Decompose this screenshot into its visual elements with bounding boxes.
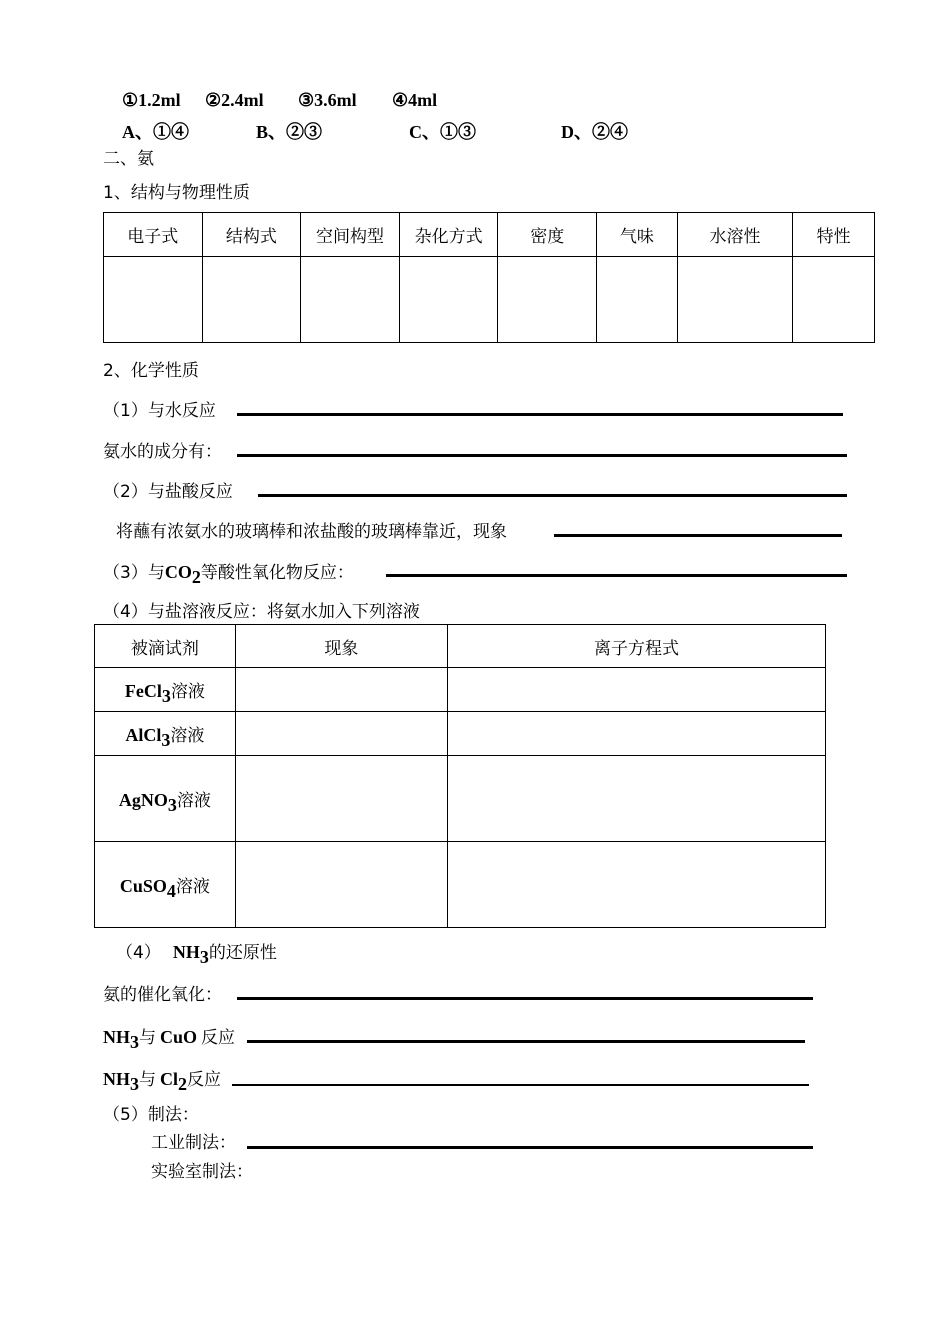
structure-cell[interactable] [104,257,203,343]
cl-sub: 2 [178,1074,187,1094]
salt-equation-cell[interactable] [448,842,826,928]
cl-formula: Cl [160,1069,178,1089]
industrial-label: 工业制法： [151,1133,236,1153]
salt-row [95,712,826,756]
salt-row [95,756,826,842]
structure-table [103,212,875,343]
salt-table [94,624,826,928]
salt-phenomenon-cell[interactable] [235,712,447,756]
option-2: ②2.4ml [205,90,264,110]
option-1: ①1.2ml [122,90,181,110]
reagent-subscript: 4 [166,881,176,901]
structure-col-0: 电子式 [104,213,203,257]
cuo-reaction-label [103,1026,236,1052]
reducing-sub: 3 [199,947,209,967]
structure-col-5: 气味 [597,213,678,257]
co2-reaction-blank[interactable] [386,574,847,577]
cuo-reaction-blank[interactable] [247,1040,805,1043]
reducing-heading [116,941,277,967]
salt-header-equation: 离子方程式 [448,625,826,668]
cl-mid: 与 [139,1070,156,1090]
salt-header-row [95,625,826,668]
structure-col-7: 特性 [793,213,875,257]
salt-equation-cell[interactable] [448,668,826,712]
structure-cell[interactable] [202,257,301,343]
hcl-reaction-label: （2）与盐酸反应 [103,482,233,502]
salt-phenomenon-cell[interactable] [235,756,447,842]
reagent-formula: CuSO [119,876,167,896]
option-3: ③3.6ml [298,90,357,110]
water-reaction-label: （1）与水反应 [103,401,216,421]
catalytic-oxidation-label: 氨的催化氧化： [103,985,222,1005]
reducing-prefix: （4） [116,943,161,963]
structure-heading: 1、结构与物理性质 [103,183,250,203]
salt-phenomenon-cell[interactable] [235,842,447,928]
structure-col-3: 杂化方式 [399,213,498,257]
ammonia-water-label: 氨水的成分有： [103,442,222,462]
salt-reagent-cell [95,756,236,842]
reagent-suffix: 溶液 [175,877,210,897]
salt-row [95,842,826,928]
structure-cell[interactable] [677,257,793,343]
reducing-nh: NH [172,942,200,962]
structure-cell[interactable] [597,257,678,343]
structure-cell[interactable] [498,257,597,343]
catalytic-oxidation-blank[interactable] [237,997,813,1000]
reagent-suffix: 溶液 [176,791,211,811]
salt-reagent-cell [95,668,236,712]
structure-cell[interactable] [793,257,875,343]
choice-d: D、②④ [561,122,628,142]
salt-equation-cell[interactable] [448,712,826,756]
salt-header-phenomenon: 现象 [235,625,447,668]
choice-a: A、①④ [122,122,189,142]
salt-reagent-cell [95,712,236,756]
salt-reaction-label: （4）与盐溶液反应：将氨水加入下列溶液 [103,602,420,622]
reagent-subscript: 3 [161,686,171,706]
reagent-subscript: 3 [161,730,171,750]
cuo-mid: 与 [139,1028,156,1048]
reagent-suffix: 溶液 [170,726,205,746]
structure-blank-row[interactable] [104,257,875,343]
water-reaction-blank[interactable] [237,413,843,416]
reagent-formula: FeCl [124,681,162,701]
cl-nh-sub: 3 [130,1074,139,1094]
salt-equation-cell[interactable] [448,756,826,842]
reagent-suffix: 溶液 [170,682,205,702]
cuo-nh: NH [103,1027,130,1047]
section-title: 二、氨 [103,149,154,169]
ammonia-water-blank[interactable] [237,454,847,457]
salt-header-reagent: 被滴试剂 [95,625,236,668]
reagent-formula: AlCl [125,725,162,745]
salt-reagent-cell [95,842,236,928]
hcl-reaction-blank[interactable] [258,494,847,497]
salt-phenomenon-cell[interactable] [235,668,447,712]
co2-suffix: 等酸性氧化物反应： [200,563,354,583]
cuo-formula: CuO [160,1027,198,1047]
cl-reaction-blank[interactable] [232,1084,809,1086]
salt-row [95,668,826,712]
cuo-nh-sub: 3 [130,1032,139,1052]
structure-col-2: 空间构型 [301,213,400,257]
chem-heading: 2、化学性质 [103,361,199,381]
rod-experiment-blank[interactable] [554,534,842,537]
choice-b: B、②③ [256,122,323,142]
reagent-subscript: 3 [167,795,177,815]
preparation-heading: （5）制法： [103,1105,199,1125]
structure-cell[interactable] [399,257,498,343]
cl-suffix: 反应 [187,1070,221,1090]
co2-formula: CO [164,562,192,582]
reagent-formula: AgNO [118,790,168,810]
cl-reaction-label [103,1068,221,1094]
rod-experiment-label: 将蘸有浓氨水的玻璃棒和浓盐酸的玻璃棒靠近，现象 [116,522,507,542]
cuo-suffix: 反应 [201,1028,236,1048]
structure-col-6: 水溶性 [677,213,793,257]
co2-prefix: （3）与 [103,563,165,583]
co2-subscript: 2 [191,567,201,587]
cl-nh: NH [103,1069,130,1089]
reducing-suffix: 的还原性 [208,943,277,963]
structure-col-1: 结构式 [202,213,301,257]
industrial-blank[interactable] [247,1146,813,1149]
structure-cell[interactable] [301,257,400,343]
structure-col-4: 密度 [498,213,597,257]
laboratory-label: 实验室制法： [151,1162,253,1182]
structure-header-row [104,213,875,257]
choice-c: C、①③ [409,122,476,142]
co2-reaction-label [103,561,354,587]
option-4: ④4ml [392,90,438,110]
